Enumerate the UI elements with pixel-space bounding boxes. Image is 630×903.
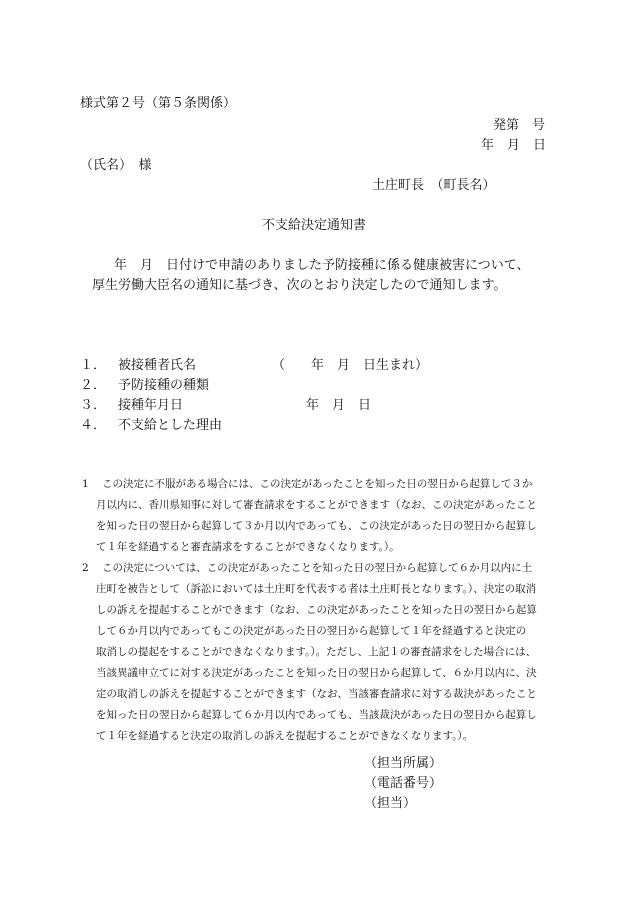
intro-line-1: 年 月 日付けで申請のありました予防接種に係る健康被害について、 xyxy=(88,258,530,273)
document-title: 不支給決定通知書 xyxy=(262,218,367,233)
item-number: ４． xyxy=(80,418,107,433)
item-label: 接種年月日 xyxy=(118,398,184,413)
issuer-name: 土庄町長 （町長名） xyxy=(372,178,496,193)
contact-phone: （電話番号） xyxy=(364,776,443,791)
recipient-name: （氏名） 様 xyxy=(80,158,152,173)
item-number: １． xyxy=(80,358,107,373)
issue-date: 年 月 日 xyxy=(481,138,547,153)
item-label: 被接種者氏名 xyxy=(118,358,197,373)
item-number: ３． xyxy=(80,398,107,413)
note-number: 1 xyxy=(82,478,89,490)
item-label: 予防接種の種類 xyxy=(118,378,210,393)
note-number: 2 xyxy=(82,562,89,574)
contact-department: （担当所属） xyxy=(364,756,443,771)
item-extra: （ 年 月 日生まれ） xyxy=(272,358,429,373)
item-extra: 年 月 日 xyxy=(306,398,372,413)
note-text: この決定に不服がある場合には、この決定があったことを知った日の翌日から起算して３か 月以内に、香川県知事に対して審査請求をすることができます（なお、この決定があったこと を知った日の翌日から起算して３か月以内であっても、この決定があった日の翌日から起算し て１年を経過すると審査請求をすることができなくなります。）。 xyxy=(96,478,537,553)
intro-line-2: 厚生労働大臣名の通知に基づき、次のとおり決定したので通知します。 xyxy=(92,278,507,293)
note-text: この決定については、この決定があったことを知った日の翌日から起算して６か月以内に土 庄町を被告として（訴訟においては土庄町を代表する者は土庄町長となります。）、決定の取消 しの訴えを提起することができます（なお、この決定があったことを知った日の翌日から起算 して６か月以内であってもこの決定があった日の翌日から起算して１年を経過すると決定の 取消しの提起をすることができなくなります。）。ただし、上記１の審査請求をした場合には、 当該異議申立てに対する決定があったことを知った日の翌日から起算して、６か月以内に、決 定の取消しの訴えを提起することができます（なお、当該審査請求に対する裁決があったこと を知った日の翌日から起算して６か月以内であっても、当該裁決があった日の翌日から起算し て１年を経過すると決定の取消しの訴えを提起することができなくなります。）。 xyxy=(96,562,537,742)
form-label: 様式第２号（第５条関係） xyxy=(80,96,237,111)
document-number: 発第 号 xyxy=(493,118,546,133)
contact-person: （担当） xyxy=(364,796,417,811)
item-label: 不支給とした理由 xyxy=(118,418,223,433)
item-number: ２． xyxy=(80,378,107,393)
